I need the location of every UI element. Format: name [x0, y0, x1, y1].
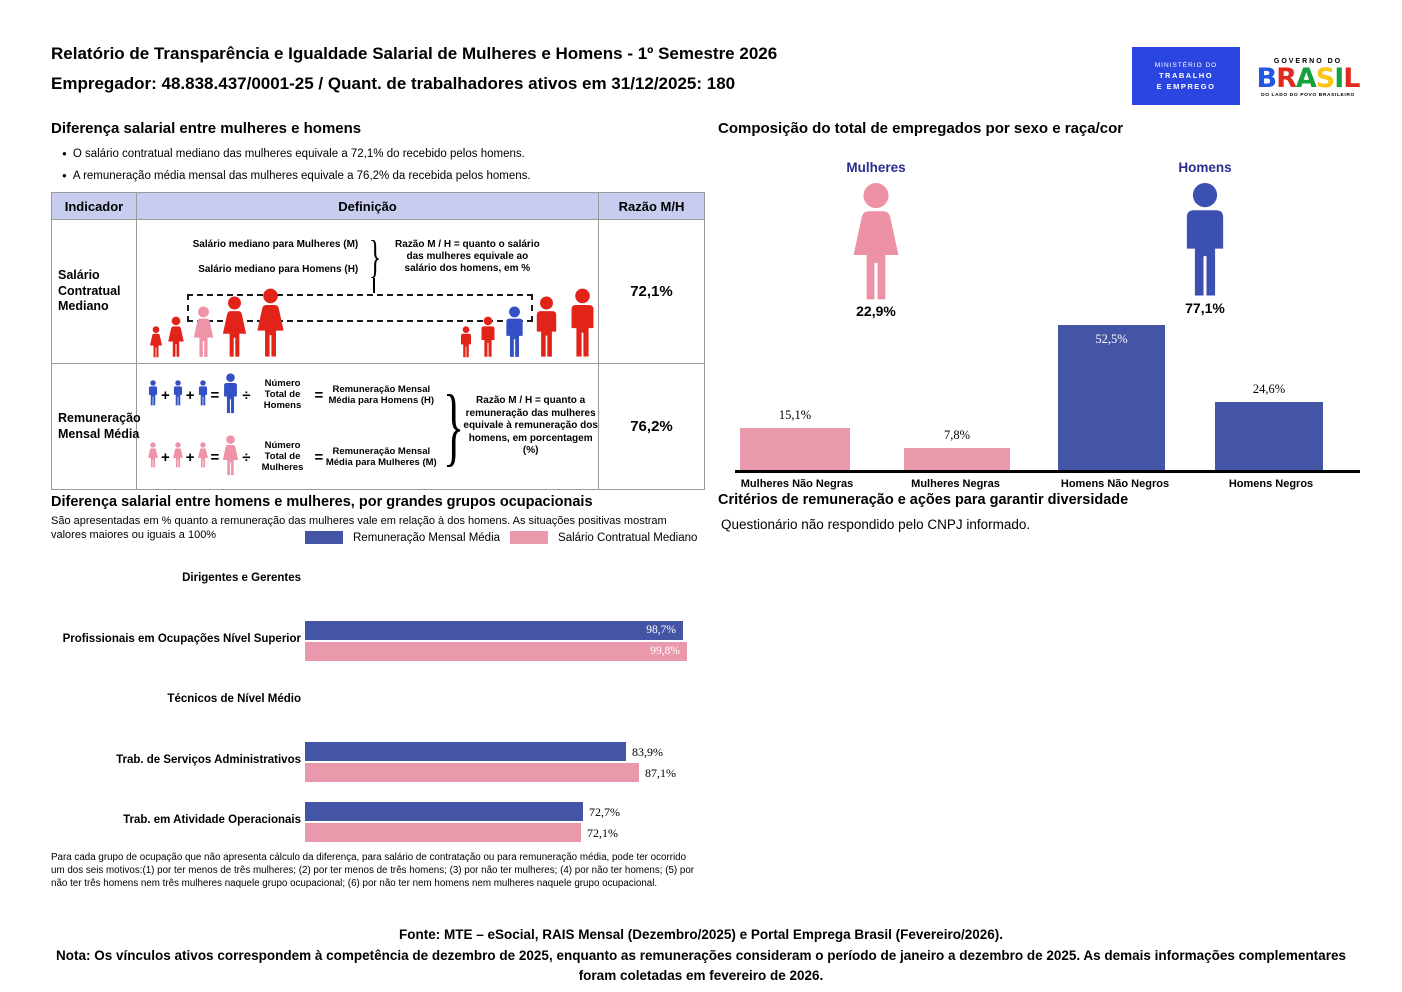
criteria-text: Questionário não respondido pelo CNPJ informado. [721, 517, 1031, 532]
bullet-item: ● A remuneração média mensal das mulheres equivale a 76,2% da recebida pelos homens. [62, 170, 531, 182]
legend-swatch-blue [305, 531, 343, 544]
ministry-logo-line2: TRABALHO [1158, 70, 1214, 80]
man-icon-large [221, 373, 240, 419]
woman-icon [197, 442, 209, 473]
ratio-definition-note: Razão M / H = quanto o salário das mulheres equivale ao salário dos homens, em % [394, 239, 540, 274]
salary-diff-title: Diferença salarial entre mulheres e homens [51, 120, 362, 137]
bar [305, 802, 583, 821]
woman-icon [167, 316, 185, 358]
woman-icon [147, 442, 159, 473]
category-label: Mulheres Negras [911, 478, 1000, 490]
occupation-category-label: Trab. de Serviços Administrativos [116, 754, 301, 766]
woman-icon-large [221, 435, 240, 481]
category-label: Homens Não Negros [1060, 478, 1170, 490]
bar-value-label: 72,1% [587, 826, 618, 840]
bar-value-label: 83,9% [632, 745, 663, 759]
brand-letter: I [1334, 63, 1344, 94]
x-axis-line [735, 470, 1360, 473]
indicator-cell-salario: Salário Contratual Mediano [52, 220, 137, 364]
brand-letter: S [1315, 63, 1335, 94]
bar [1215, 402, 1323, 470]
connector-line [373, 278, 375, 293]
man-icon [172, 380, 184, 411]
bar [305, 823, 581, 842]
women-total-percent: 22,9% [856, 303, 896, 319]
man-icon-median [503, 306, 526, 358]
occupational-subtitle: São apresentadas em % quanto a remuneração das mulheres vale em relação à dos homens. As situações positivas mostram valores maiores ou iguais a 100% [51, 515, 667, 542]
women-result-label: Remuneração Mensal Média para Mulheres (M) [325, 445, 437, 468]
women-group-label: Mulheres [846, 160, 906, 175]
gov-logo-top-text: GOVERNO DO [1273, 58, 1343, 65]
woman-icon [149, 326, 163, 358]
legend-label: Salário Contratual Mediano [558, 531, 698, 544]
man-icon-large [1175, 182, 1235, 298]
women-divisor-label: Número Total de Mulheres [261, 440, 304, 473]
brand-letter: B [1256, 63, 1277, 94]
bullet-item: ● O salário contratual mediano das mulheres equivale a 72,1% do recebido pelos homens. [62, 148, 525, 160]
bar-value-label: 87,1% [645, 766, 676, 780]
women-average-equation: + + = ÷ Número Total de Mulheres = Remuneração Mensal Média para Mulheres (M) [147, 435, 437, 481]
composition-title: Composição do total de empregados por sexo e raça/cor [718, 120, 1124, 137]
gov-brasil-logo [1252, 45, 1364, 111]
bar-value-label: 15,1% [778, 408, 812, 422]
table-header-razao: Razão M/H [599, 193, 704, 220]
bar-value-label: 24,6% [1252, 382, 1286, 396]
legend-label: Remuneração Mensal Média [353, 531, 501, 544]
ratio-cell-remuneracao: 76,2% [630, 418, 673, 435]
ministry-logo-line3: E EMPREGO [1156, 81, 1216, 91]
men-average-equation: + + = ÷ Número Total de Homens = Remuneração Mensal Média para Homens (H) [147, 373, 437, 419]
footer-source: Fonte: MTE – eSocial, RAIS Mensal (Dezembro/2025) e Portal Emprega Brasil (Fevereiro/2026). [399, 927, 1003, 942]
def-line-homens: Salário mediano para Homens (H) [198, 264, 359, 275]
occupational-title: Diferença salarial entre homens e mulheres, por grandes grupos ocupacionais [51, 494, 593, 510]
man-icon [533, 296, 560, 358]
woman-icon [221, 296, 248, 358]
table-header-definicao: Definição [137, 193, 599, 220]
ministry-logo [1132, 47, 1240, 105]
occupational-footnote: Para cada grupo de ocupação que não apresenta cálculo da diferença, para salário de contratação ou para remuneração média, pode ter ocorrido um dos seis motivos:(1) por ter menos de três mulheres; (2) por ter menos de três homens; (3) por não ter mulheres; (4) por não ter homens; (5) por não ter três homens nem três mulheres naquele grupo ocupacional; (6) por não ter nem homens nem mulheres naquele grupo ocupacional. [51, 852, 695, 889]
bar-value-label: 98,7% [646, 624, 676, 636]
chart-legend [305, 531, 697, 544]
occupation-category-label: Trab. em Atividade Operacionais [123, 814, 301, 826]
occupation-category-label: Profissionais em Ocupações Nível Superior [62, 633, 301, 645]
men-divisor-label: Número Total de Homens [263, 378, 302, 411]
ministry-logo-line1: MINISTÉRIO DO [1154, 61, 1218, 69]
occupation-category-label: Técnicos de Nível Médio [167, 693, 301, 705]
bar-value-label: 72,7% [589, 805, 620, 819]
ratio-definition-note: Razão M / H = quanto a remuneração das mulheres equivale à remuneração dos homens, em porcentagem (%) [463, 395, 598, 457]
men-group-label: Homens [1178, 160, 1232, 175]
legend-swatch-pink [510, 531, 548, 544]
gov-logo-bottom-text: DO LADO DO POVO BRASILEIRO [1261, 93, 1355, 98]
bar [740, 428, 850, 470]
brand-letter: R [1276, 63, 1296, 94]
criteria-title: Critérios de remuneração e ações para garantir diversidade [718, 492, 1129, 508]
man-icon [567, 288, 598, 358]
men-total-percent: 77,1% [1185, 300, 1225, 316]
brand-letter: A [1295, 63, 1316, 94]
definition-cell-remuneracao [137, 364, 599, 489]
page-title: Relatório de Transparência e Igualdade Salarial de Mulheres e Homens - 1º Semestre 2026 [51, 44, 778, 63]
woman-icon [255, 288, 286, 358]
man-icon [459, 326, 473, 358]
brace-glyph: } [443, 377, 465, 475]
man-icon [479, 316, 497, 358]
table-header-indicador: Indicador [52, 193, 137, 220]
employer-subtitle: Empregador: 48.838.437/0001-25 / Quant. de trabalhadores ativos em 31/12/2025: 180 [51, 74, 736, 93]
bar-value-label: 99,8% [650, 645, 680, 657]
gov-brasil-brand [1256, 65, 1359, 92]
woman-icon [172, 442, 184, 473]
category-label: Homens Negros [1228, 478, 1314, 490]
brace-glyph: } [369, 231, 382, 282]
woman-icon-large [844, 182, 908, 302]
category-label: Mulheres Não Negras [740, 478, 854, 490]
men-result-label: Remuneração Mensal Média para Homens (H) [328, 383, 435, 406]
ratio-cell-salario: 72,1% [599, 220, 704, 364]
occupational-chart [51, 558, 705, 853]
indicator-table [51, 192, 705, 490]
bar-value-label: 7,8% [943, 428, 971, 442]
footer-note: Nota: Os vínculos ativos correspondem à competência de dezembro de 2025, enquanto as remunerações consideram o período de janeiro a dezembro de 2025. As demais informações complementares foram coletadas em fevereiro de 2026. [56, 948, 1346, 983]
bar [305, 742, 626, 761]
man-icon [197, 380, 209, 411]
brand-letter: L [1343, 63, 1360, 94]
bar-value-label: 52,5% [1095, 332, 1128, 346]
composition-chart [718, 148, 1378, 493]
bar [305, 763, 639, 782]
man-icon [147, 380, 159, 411]
bar [904, 448, 1010, 470]
indicator-cell-remuneracao: Remuneração Mensal Média [52, 364, 137, 489]
definition-cell-salario [137, 220, 599, 364]
occupation-category-label: Dirigentes e Gerentes [182, 572, 301, 584]
woman-icon-median [192, 306, 215, 358]
median-pictogram [137, 286, 598, 362]
def-line-mulheres: Salário mediano para Mulheres (M) [192, 239, 359, 250]
